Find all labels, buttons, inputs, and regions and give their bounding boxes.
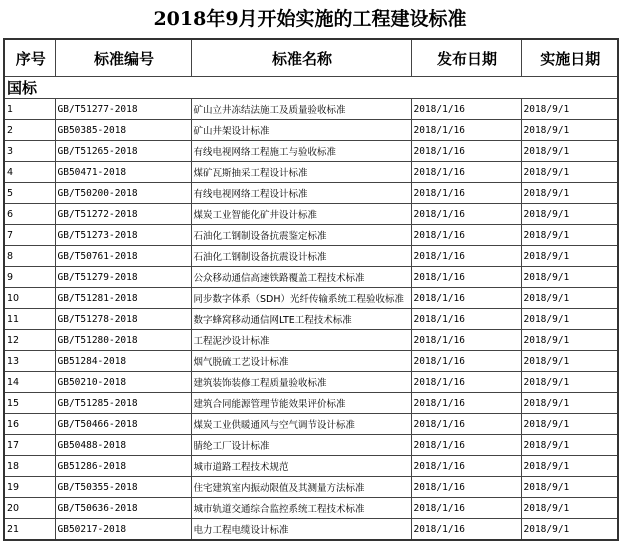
standard-code: GB51284-2018 — [55, 351, 191, 372]
row-number: 12 — [4, 330, 55, 351]
row-number: 10 — [4, 288, 55, 309]
standard-name: 城市道路工程技术规范 — [191, 456, 411, 477]
row-number: 20 — [4, 498, 55, 519]
table-row — [4, 99, 618, 120]
row-number: 17 — [4, 435, 55, 456]
header-name: 标准名称 — [191, 39, 411, 77]
standard-code: GB/T51277-2018 — [55, 99, 191, 120]
publish-date: 2018/1/16 — [411, 456, 521, 477]
row-number: 13 — [4, 351, 55, 372]
standard-code: GB50210-2018 — [55, 372, 191, 393]
publish-date: 2018/1/16 — [411, 351, 521, 372]
table-row — [4, 162, 618, 183]
table-row — [4, 183, 618, 204]
row-number: 14 — [4, 372, 55, 393]
standard-name: 建筑合同能源管理节能效果评价标准 — [191, 393, 411, 414]
effective-date: 2018/9/1 — [521, 120, 618, 141]
header-row — [4, 39, 618, 77]
standard-name: 建筑装饰装修工程质量验收标准 — [191, 372, 411, 393]
standard-name: 公众移动通信高速铁路覆盖工程技术标准 — [191, 267, 411, 288]
standard-code: GB/T51281-2018 — [55, 288, 191, 309]
effective-date: 2018/9/1 — [521, 498, 618, 519]
standard-name: 矿山井架设计标准 — [191, 120, 411, 141]
standards-table — [3, 38, 619, 541]
effective-date: 2018/9/1 — [521, 162, 618, 183]
table-row — [4, 519, 618, 541]
standard-name: 腈纶工厂设计标准 — [191, 435, 411, 456]
effective-date: 2018/9/1 — [521, 393, 618, 414]
effective-date: 2018/9/1 — [521, 477, 618, 498]
table-row — [4, 288, 618, 309]
publish-date: 2018/1/16 — [411, 330, 521, 351]
standard-code: GB50488-2018 — [55, 435, 191, 456]
effective-date: 2018/9/1 — [521, 225, 618, 246]
effective-date: 2018/9/1 — [521, 183, 618, 204]
publish-date: 2018/1/16 — [411, 309, 521, 330]
effective-date: 2018/9/1 — [521, 372, 618, 393]
effective-date: 2018/9/1 — [521, 435, 618, 456]
standard-code: GB51286-2018 — [55, 456, 191, 477]
publish-date: 2018/1/16 — [411, 267, 521, 288]
effective-date: 2018/9/1 — [521, 456, 618, 477]
standard-code: GB/T50200-2018 — [55, 183, 191, 204]
standard-name: 煤矿瓦斯抽采工程设计标准 — [191, 162, 411, 183]
effective-date: 2018/9/1 — [521, 309, 618, 330]
standard-name: 工程泥沙设计标准 — [191, 330, 411, 351]
standard-name: 石油化工钢制设备抗震鉴定标准 — [191, 225, 411, 246]
standard-code: GB/T50761-2018 — [55, 246, 191, 267]
effective-date: 2018/9/1 — [521, 414, 618, 435]
row-number: 3 — [4, 141, 55, 162]
effective-date: 2018/9/1 — [521, 351, 618, 372]
row-number: 18 — [4, 456, 55, 477]
effective-date: 2018/9/1 — [521, 141, 618, 162]
header-no: 序号 — [4, 39, 55, 77]
row-number: 9 — [4, 267, 55, 288]
standard-code: GB/T51285-2018 — [55, 393, 191, 414]
table-row — [4, 141, 618, 162]
publish-date: 2018/1/16 — [411, 225, 521, 246]
row-number: 15 — [4, 393, 55, 414]
table-row — [4, 372, 618, 393]
standard-code: GB50385-2018 — [55, 120, 191, 141]
table-row — [4, 351, 618, 372]
row-number: 21 — [4, 519, 55, 541]
standard-name: 数字蜂窝移动通信网LTE工程技术标准 — [191, 309, 411, 330]
publish-date: 2018/1/16 — [411, 288, 521, 309]
table-row — [4, 120, 618, 141]
effective-date: 2018/9/1 — [521, 267, 618, 288]
standard-code: GB/T51279-2018 — [55, 267, 191, 288]
table-row — [4, 477, 618, 498]
table-row — [4, 435, 618, 456]
effective-date: 2018/9/1 — [521, 288, 618, 309]
table-row — [4, 393, 618, 414]
publish-date: 2018/1/16 — [411, 393, 521, 414]
row-number: 6 — [4, 204, 55, 225]
table-row — [4, 498, 618, 519]
header-published: 发布日期 — [411, 39, 521, 77]
standard-code: GB/T51278-2018 — [55, 309, 191, 330]
standard-code: GB50217-2018 — [55, 519, 191, 541]
publish-date: 2018/1/16 — [411, 99, 521, 120]
standard-name: 石油化工钢制设备抗震设计标准 — [191, 246, 411, 267]
publish-date: 2018/1/16 — [411, 414, 521, 435]
row-number: 19 — [4, 477, 55, 498]
standard-code: GB/T50466-2018 — [55, 414, 191, 435]
effective-date: 2018/9/1 — [521, 330, 618, 351]
publish-date: 2018/1/16 — [411, 372, 521, 393]
table-row — [4, 246, 618, 267]
table-row — [4, 414, 618, 435]
publish-date: 2018/1/16 — [411, 120, 521, 141]
section-row — [4, 77, 618, 99]
publish-date: 2018/1/16 — [411, 204, 521, 225]
standard-code: GB/T50355-2018 — [55, 477, 191, 498]
publish-date: 2018/1/16 — [411, 162, 521, 183]
standard-name: 有线电视网络工程设计标准 — [191, 183, 411, 204]
publish-date: 2018/1/16 — [411, 141, 521, 162]
standard-code: GB/T51272-2018 — [55, 204, 191, 225]
table-row — [4, 309, 618, 330]
table-row — [4, 225, 618, 246]
standard-name: 城市轨道交通综合监控系统工程技术标准 — [191, 498, 411, 519]
standard-name: 同步数字体系（SDH）光纤传输系统工程验收标准 — [191, 288, 411, 309]
standard-code: GB/T51273-2018 — [55, 225, 191, 246]
standard-name: 电力工程电缆设计标准 — [191, 519, 411, 541]
section-label: 国标 — [4, 77, 618, 99]
standard-code: GB/T51265-2018 — [55, 141, 191, 162]
standard-name: 有线电视网络工程施工与验收标准 — [191, 141, 411, 162]
standard-name: 煤炭工业智能化矿井设计标准 — [191, 204, 411, 225]
header-code: 标准编号 — [55, 39, 191, 77]
row-number: 5 — [4, 183, 55, 204]
table-row — [4, 267, 618, 288]
row-number: 11 — [4, 309, 55, 330]
row-number: 8 — [4, 246, 55, 267]
effective-date: 2018/9/1 — [521, 246, 618, 267]
publish-date: 2018/1/16 — [411, 519, 521, 541]
publish-date: 2018/1/16 — [411, 435, 521, 456]
standard-name: 煤炭工业供暖通风与空气调节设计标准 — [191, 414, 411, 435]
effective-date: 2018/9/1 — [521, 519, 618, 541]
row-number: 16 — [4, 414, 55, 435]
row-number: 4 — [4, 162, 55, 183]
row-number: 2 — [4, 120, 55, 141]
standard-name: 住宅建筑室内振动限值及其测量方法标准 — [191, 477, 411, 498]
row-number: 1 — [4, 99, 55, 120]
standard-code: GB/T51280-2018 — [55, 330, 191, 351]
publish-date: 2018/1/16 — [411, 183, 521, 204]
table-row — [4, 330, 618, 351]
page-title: 2018年9月开始实施的工程建设标准 — [153, 8, 467, 30]
effective-date: 2018/9/1 — [521, 204, 618, 225]
table-row — [4, 456, 618, 477]
standard-name: 矿山立井冻结法施工及质量验收标准 — [191, 99, 411, 120]
header-effective: 实施日期 — [521, 39, 618, 77]
row-number: 7 — [4, 225, 55, 246]
publish-date: 2018/1/16 — [411, 477, 521, 498]
standard-code: GB/T50636-2018 — [55, 498, 191, 519]
table-row — [4, 204, 618, 225]
publish-date: 2018/1/16 — [411, 498, 521, 519]
standard-code: GB50471-2018 — [55, 162, 191, 183]
publish-date: 2018/1/16 — [411, 246, 521, 267]
effective-date: 2018/9/1 — [521, 99, 618, 120]
standard-name: 烟气脱硫工艺设计标准 — [191, 351, 411, 372]
